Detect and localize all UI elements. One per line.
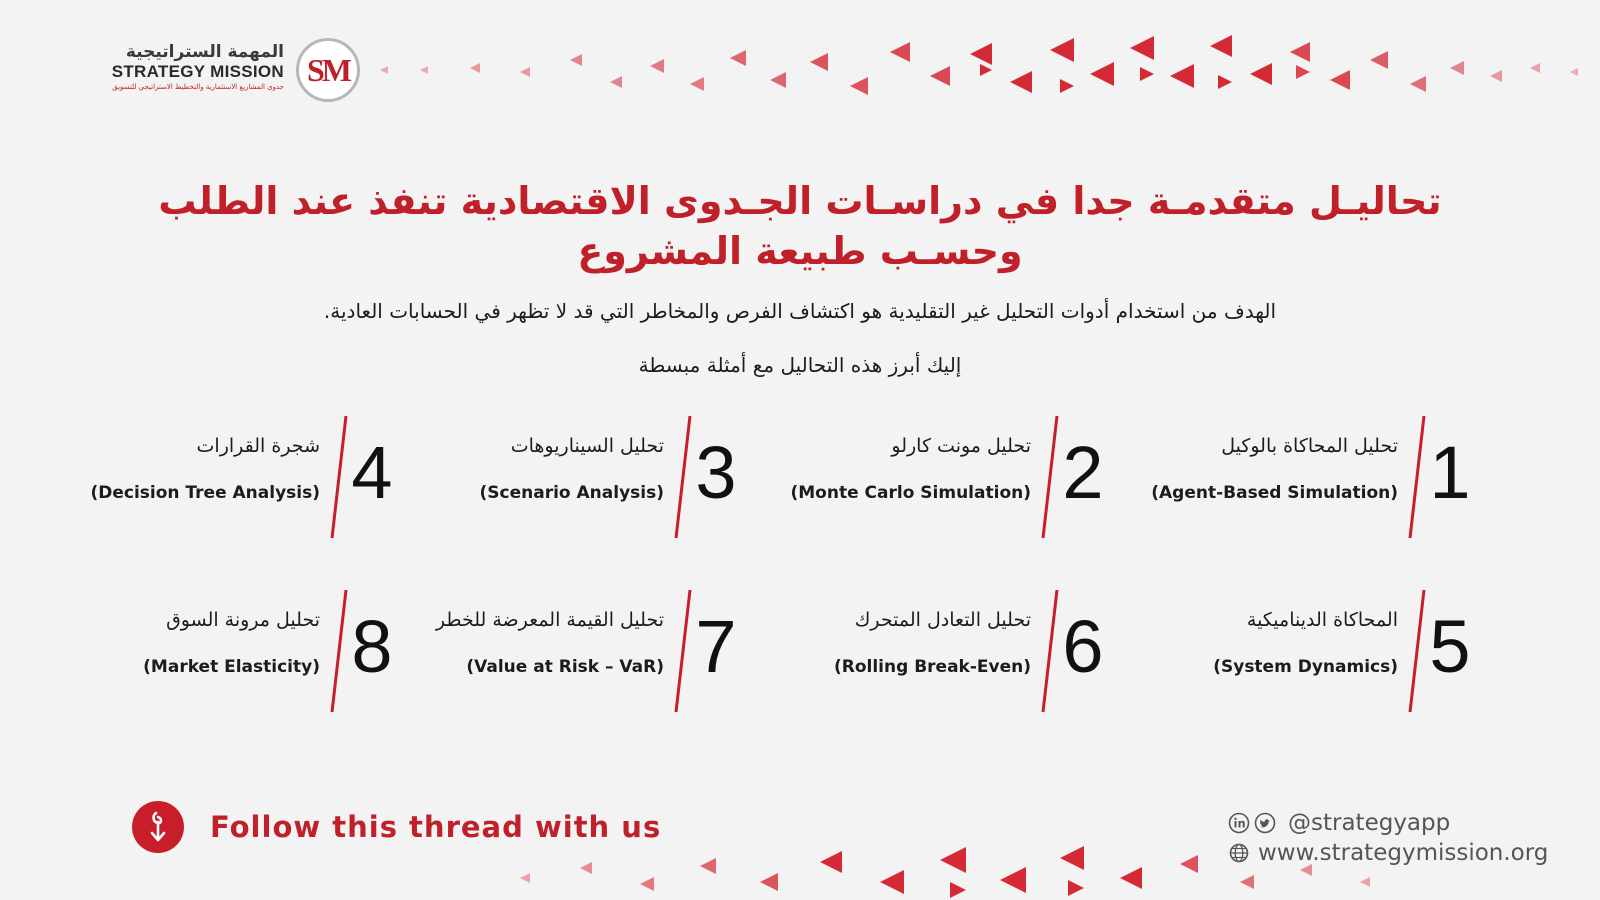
item-name-english: (Market Elasticity)	[143, 657, 320, 677]
follow-thread-cta[interactable]	[132, 800, 661, 854]
page-title: تحاليـل متقدمـة جدا في دراسـات الجـدوى الاقتصادية تنفذ عند الطلب وحسـب طبيعة المشروع	[158, 179, 1442, 273]
linkedin-icon[interactable]	[1228, 812, 1250, 834]
follow-text: Follow this thread with us	[210, 810, 662, 844]
brand-wordmark	[112, 42, 284, 93]
analysis-item	[406, 414, 746, 540]
arrow-down-icon	[132, 801, 184, 853]
slash-divider	[1039, 588, 1061, 714]
item-number: 5	[1429, 605, 1471, 688]
item-name-english: (System Dynamics)	[1213, 657, 1398, 677]
brand-name-english: STRATEGY MISSION	[111, 62, 284, 81]
brand-name-arabic: المهمة الستراتيجية	[125, 42, 284, 62]
item-number: 1	[1429, 431, 1471, 514]
page-subtitle: الهدف من استخدام أدوات التحليل غير التقليدية هو اكتشاف الفرص والمخاطر التي قد لا تظهر في الحسابات العادية.	[323, 299, 1277, 323]
analysis-item	[773, 588, 1113, 714]
decorative-triangle-band-top	[380, 30, 1600, 110]
slash-divider	[1039, 414, 1061, 540]
analysis-item	[773, 414, 1113, 540]
item-name-arabic: تحليل السيناريوهات	[510, 435, 664, 457]
item-name-english: (Decision Tree Analysis)	[90, 483, 320, 503]
item-name-english: (Rolling Break-Even)	[833, 657, 1031, 677]
analysis-item	[1140, 588, 1480, 714]
website-link[interactable]: www.strategymission.org	[1258, 840, 1549, 866]
globe-icon	[1228, 842, 1250, 864]
list-intro: إليك أبرز هذه التحاليل مع أمثلة مبسطة	[638, 353, 962, 377]
slash-divider	[328, 588, 350, 714]
item-name-arabic: تحليل التعادل المتحرك	[854, 609, 1031, 631]
item-number: 2	[1062, 431, 1104, 514]
social-handle: @strategyapp	[1288, 810, 1451, 836]
slash-divider	[328, 414, 350, 540]
brand-logo[interactable]	[96, 38, 360, 104]
brand-monogram-icon: SM	[296, 38, 360, 102]
item-name-english: (Agent-Based Simulation)	[1151, 483, 1398, 503]
item-name-arabic: شجرة القرارات	[196, 435, 320, 457]
item-number: 6	[1062, 605, 1104, 688]
item-number: 7	[695, 605, 737, 688]
item-number: 4	[351, 431, 393, 514]
item-name-arabic: تحليل مرونة السوق	[166, 609, 320, 631]
social-handle-row[interactable]	[1228, 808, 1568, 838]
item-number: 8	[351, 605, 393, 688]
brand-tagline: جدوى المشاريع الاستثمارية والتخطيط الاستراتيجي للتسويق	[112, 83, 284, 91]
slash-divider	[672, 588, 694, 714]
twitter-icon[interactable]	[1254, 812, 1276, 834]
analysis-item	[62, 588, 402, 714]
analysis-item	[406, 588, 746, 714]
item-name-arabic: تحليل المحاكاة بالوكيل	[1221, 435, 1398, 457]
item-name-english: (Value at Risk – VaR)	[466, 657, 664, 677]
social-links	[1228, 808, 1568, 868]
item-number: 3	[695, 431, 737, 514]
slash-divider	[1406, 588, 1428, 714]
item-name-english: (Scenario Analysis)	[479, 483, 664, 503]
analysis-item	[1140, 414, 1480, 540]
slash-divider	[1406, 414, 1428, 540]
analysis-item	[62, 414, 402, 540]
slash-divider	[672, 414, 694, 540]
website-row[interactable]	[1228, 838, 1568, 868]
item-name-arabic: تحليل القيمة المعرضة للخطر	[435, 609, 664, 631]
item-name-english: (Monte Carlo Simulation)	[790, 483, 1031, 503]
item-name-arabic: المحاكاة الديناميكية	[1246, 609, 1398, 631]
item-name-arabic: تحليل مونت كارلو	[891, 435, 1031, 457]
